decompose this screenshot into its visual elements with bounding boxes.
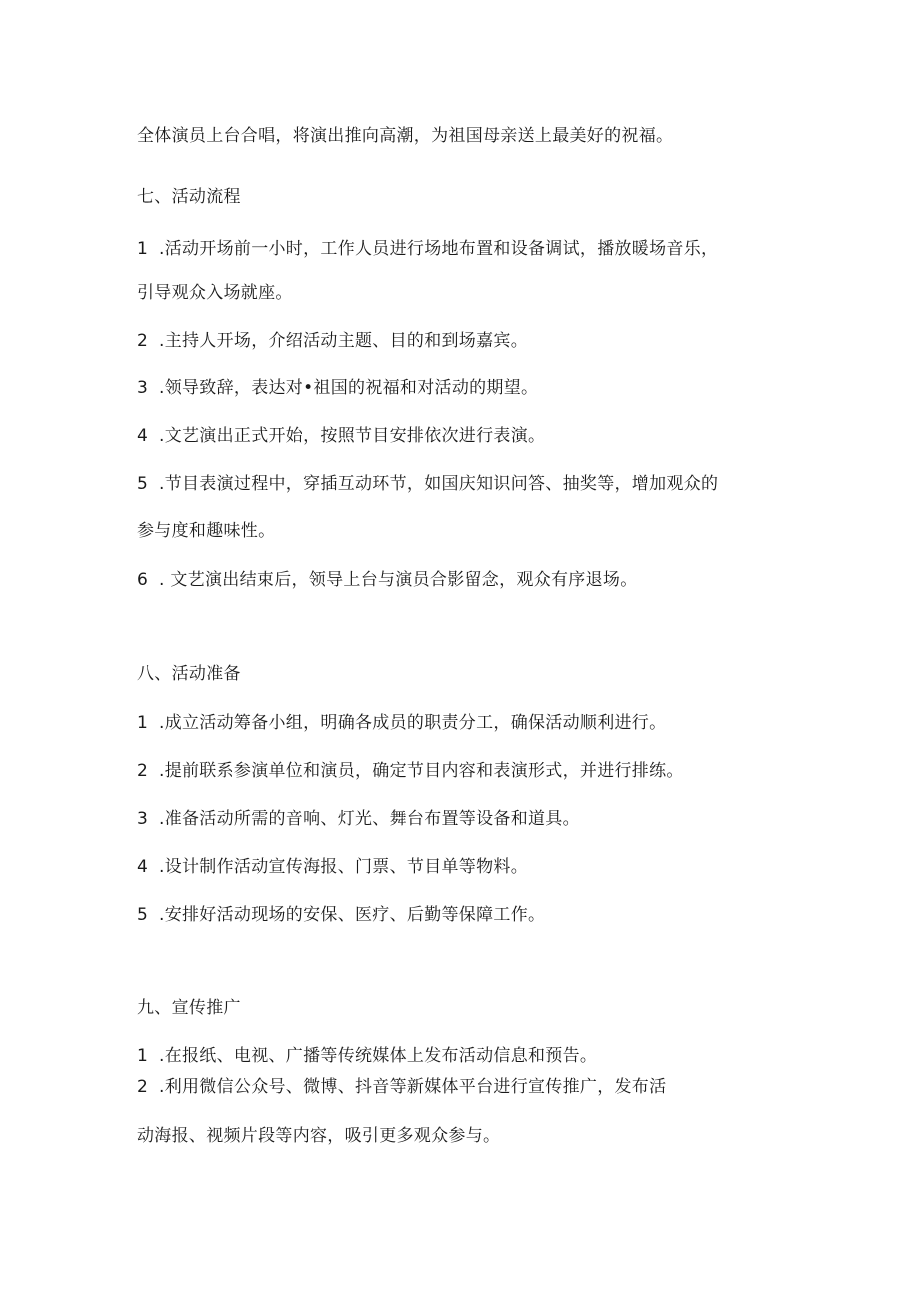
item-text: .领导致辞，表达对•祖国的祝福和对活动的期望。: [159, 378, 539, 398]
item-text: . 文艺演出结束后，领导上台与演员合影留念，观众有序退场。: [159, 570, 638, 590]
section-7-item-5-continued: 参与度和趣味性。: [137, 521, 276, 541]
item-number: 1: [137, 713, 149, 733]
section-8-item-3: [137, 807, 580, 831]
item-text: .节目表演过程中，穿插互动环节，如国庆知识问答、抽奖等，增加观众的: [159, 474, 719, 494]
item-number: 5: [137, 905, 149, 925]
item-text: .在报纸、电视、广播等传统媒体上发布活动信息和预告。: [159, 1046, 598, 1066]
section-9-item-2: [137, 1075, 666, 1099]
section-9-item-1: [137, 1044, 597, 1068]
item-text: .设计制作活动宣传海报、门票、节目单等物料。: [159, 857, 529, 877]
item-number: 1: [137, 239, 149, 259]
item-text: .安排好活动现场的安保、医疗、后勤等保障工作。: [159, 905, 546, 925]
item-text: .利用微信公众号、微博、抖音等新媒体平台进行宣传推广，发布活: [159, 1077, 667, 1097]
section-7-item-6: [137, 568, 638, 592]
item-number: 3: [137, 378, 149, 398]
section-7-item-3: [137, 376, 538, 400]
section-7-item-1-continued: 引导观众入场就座。: [137, 283, 293, 303]
section-9-item-2-continued: 动海报、视频片段等内容，吸引更多观众参与。: [137, 1126, 501, 1146]
item-number: 4: [137, 426, 149, 446]
item-text: .文艺演出正式开始，按照节目安排依次进行表演。: [159, 426, 546, 446]
intro-line: 全体演员上台合唱，将演出推向高潮，为祖国母亲送上最美好的祝福。: [137, 126, 674, 146]
item-number: 5: [137, 474, 149, 494]
item-number: 1: [137, 1046, 149, 1066]
item-number: 6: [137, 570, 149, 590]
item-text: .活动开场前一小时，工作人员进行场地布置和设备调试，播放暖场音乐，: [159, 239, 719, 259]
item-text: .主持人开场，介绍活动主题、目的和到场嘉宾。: [159, 331, 529, 351]
section-8-item-5: [137, 903, 545, 927]
item-text: .成立活动筹备小组，明确各成员的职责分工，确保活动顺利进行。: [159, 713, 667, 733]
section-7-item-2: [137, 329, 528, 353]
section-8-item-4: [137, 855, 528, 879]
section-8-item-1: [137, 711, 666, 735]
section-7-item-4: [137, 424, 545, 448]
item-number: 2: [137, 331, 149, 351]
item-text: .准备活动所需的音响、灯光、舞台布置等设备和道具。: [159, 809, 580, 829]
item-number: 4: [137, 857, 149, 877]
item-number: 3: [137, 809, 149, 829]
section-7-item-1: [137, 237, 718, 261]
item-number: 2: [137, 761, 149, 781]
item-number: 2: [137, 1077, 149, 1097]
section-7-heading: 七、活动流程: [137, 187, 241, 207]
section-8-item-2: [137, 759, 684, 783]
item-text: .提前联系参演单位和演员，确定节目内容和表演形式，并进行排练。: [159, 761, 684, 781]
section-7-item-5: [137, 472, 718, 496]
section-9-heading: 九、宣传推广: [137, 998, 241, 1018]
section-8-heading: 八、活动准备: [137, 664, 241, 684]
